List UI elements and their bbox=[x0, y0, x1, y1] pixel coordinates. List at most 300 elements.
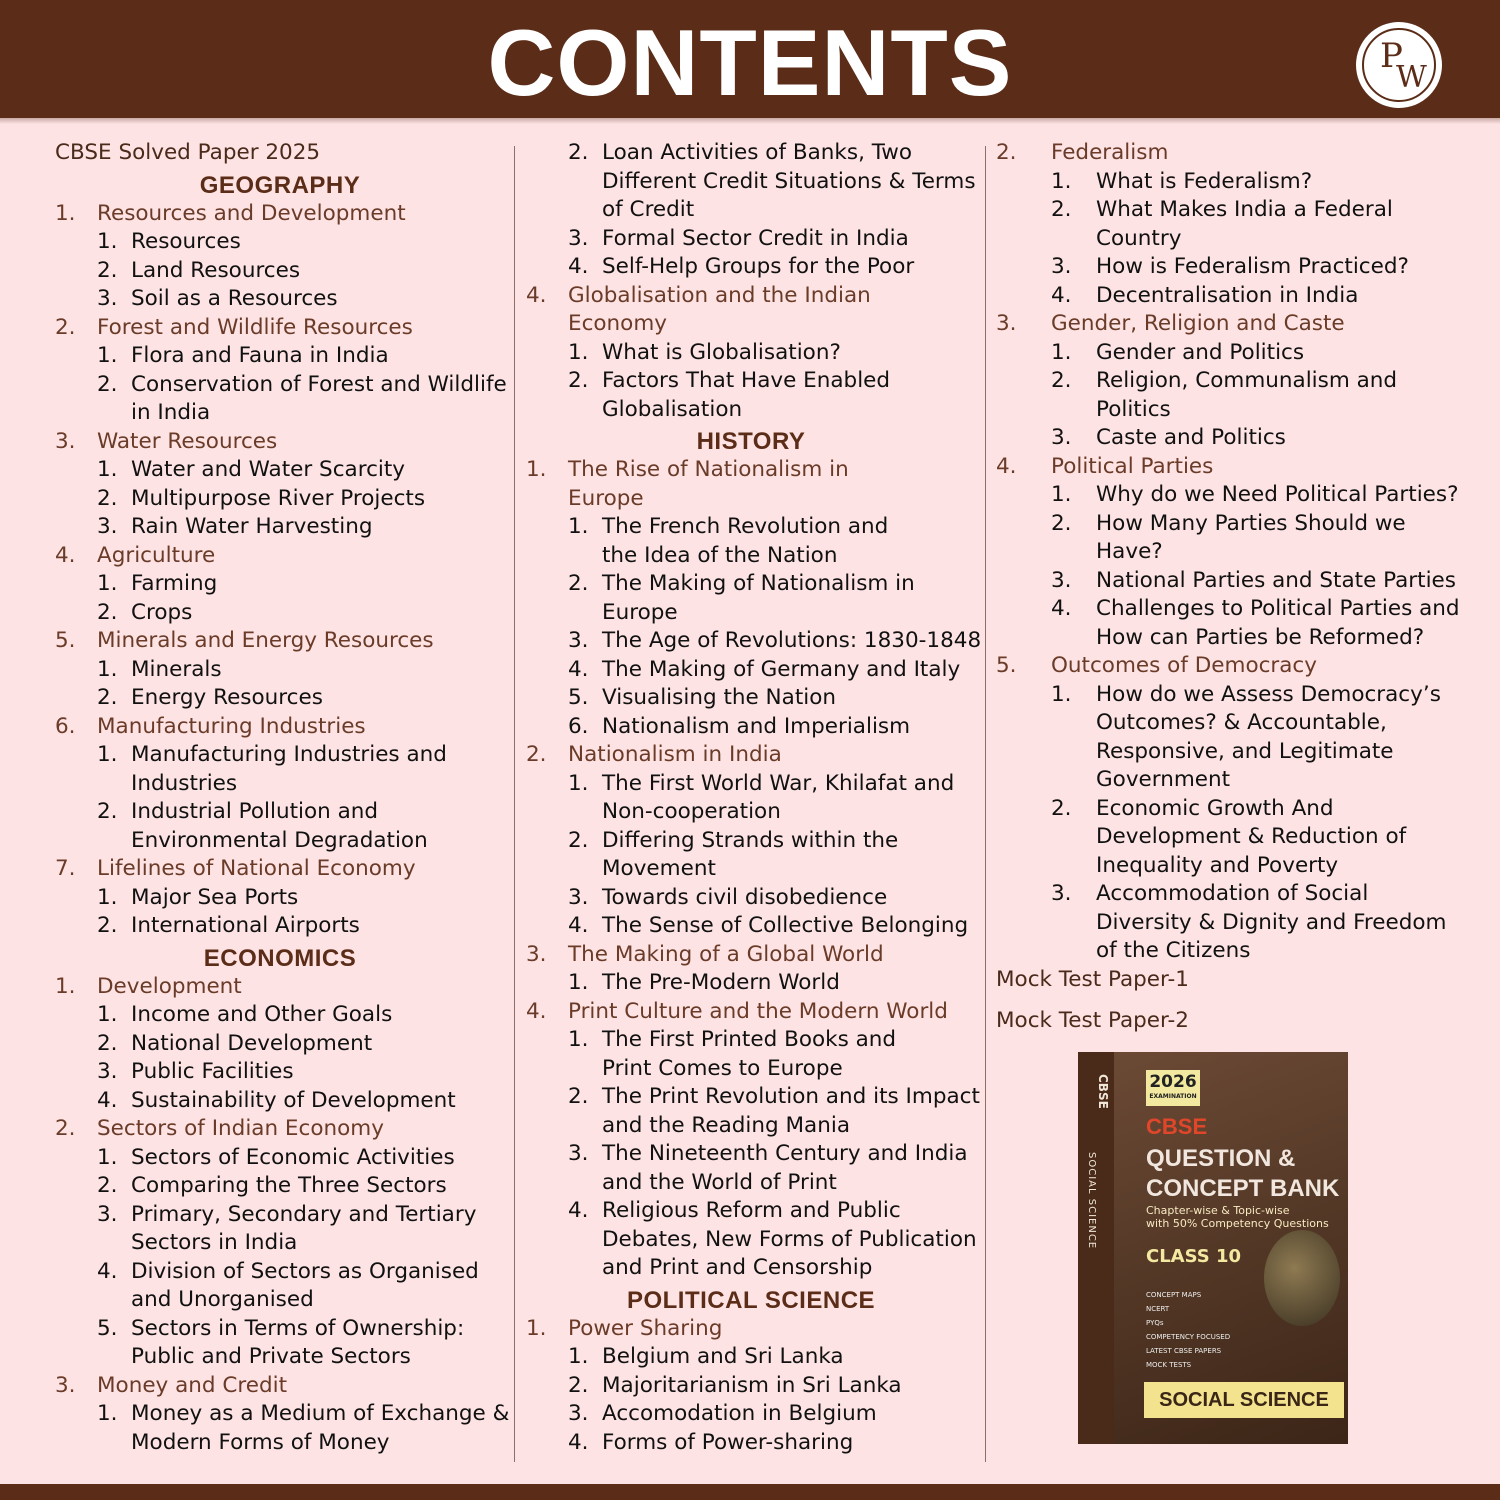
topic-number: 2. bbox=[97, 257, 118, 283]
topic-title: Conservation of Forest and Wildlife bbox=[131, 371, 507, 397]
chapter-title: Federalism bbox=[1051, 140, 1169, 165]
topic-title: Caste and Politics bbox=[1096, 425, 1286, 450]
topic-title: What is Globalisation? bbox=[602, 339, 841, 365]
topic-title: Rain Water Harvesting bbox=[131, 514, 373, 539]
book-feature: LATEST CBSE PAPERS bbox=[1146, 1347, 1222, 1355]
chapter-title: Economy bbox=[568, 311, 668, 336]
topic-title: Industrial Pollution and bbox=[131, 799, 379, 824]
topic-entry bbox=[526, 139, 976, 168]
topic-title: Responsive, and Legitimate bbox=[1096, 738, 1394, 764]
topic-entry bbox=[526, 1026, 976, 1055]
topic-entry bbox=[55, 1343, 505, 1372]
topic-entry bbox=[996, 282, 1456, 311]
topic-entry bbox=[996, 481, 1459, 510]
chapter-entry bbox=[996, 139, 1456, 168]
topic-number: 2. bbox=[568, 571, 589, 596]
topic-entry bbox=[55, 1229, 505, 1258]
topic-title: Land Resources bbox=[131, 257, 301, 283]
chapter-title: Minerals and Energy Resources bbox=[97, 628, 434, 653]
topic-number: 2. bbox=[568, 140, 589, 165]
topic-number: 6. bbox=[568, 713, 589, 739]
topic-title: The Nineteenth Century and India bbox=[602, 1141, 968, 1166]
topic-title: Decentralisation in India bbox=[1096, 282, 1359, 308]
topic-number: 3. bbox=[97, 514, 118, 539]
chapter-entry bbox=[526, 282, 976, 311]
topic-entry bbox=[996, 424, 1456, 453]
topic-entry bbox=[996, 909, 1456, 938]
topic-number: 1. bbox=[568, 514, 589, 539]
topic-number: 4. bbox=[1051, 596, 1072, 621]
topic-entry bbox=[996, 168, 1456, 197]
topic-title: National Parties and State Parties bbox=[1096, 567, 1456, 593]
topic-number: 3. bbox=[97, 286, 118, 311]
topic-title: Non-cooperation bbox=[602, 799, 781, 824]
column-divider-2 bbox=[985, 146, 986, 1462]
topic-entry bbox=[996, 937, 1456, 966]
chapter-number: 3. bbox=[55, 1372, 76, 1398]
topic-entry bbox=[526, 339, 976, 368]
book-feature: MOCK TESTS bbox=[1146, 1361, 1192, 1369]
topic-number: 1. bbox=[97, 656, 118, 682]
chapter-title: Globalisation and the Indian bbox=[568, 282, 871, 308]
topic-entry bbox=[996, 339, 1456, 368]
topic-title: and the Reading Mania bbox=[602, 1112, 851, 1138]
topic-number: 2. bbox=[97, 371, 118, 397]
chapter-title: The Rise of Nationalism in bbox=[568, 457, 849, 482]
topic-entry bbox=[55, 656, 505, 685]
topic-title: Have? bbox=[1096, 539, 1163, 564]
chapter-entry bbox=[526, 998, 976, 1027]
chapter-number: 4. bbox=[526, 282, 547, 308]
topic-number: 1. bbox=[568, 339, 589, 365]
chapter-entry bbox=[55, 713, 505, 742]
contents-column-3 bbox=[996, 139, 1460, 1036]
topic-entry bbox=[55, 1201, 505, 1230]
chapter-entry bbox=[996, 652, 1456, 681]
topic-title: and the World of Print bbox=[602, 1169, 837, 1195]
chapter-number: 2. bbox=[55, 1116, 76, 1141]
topic-entry bbox=[526, 396, 976, 425]
chapter-title: Sectors of Indian Economy bbox=[97, 1116, 384, 1141]
topic-entry bbox=[526, 253, 976, 282]
chapter-entry bbox=[526, 456, 976, 485]
topic-entry bbox=[526, 1169, 976, 1198]
topic-entry bbox=[55, 513, 505, 542]
topic-entry bbox=[526, 770, 976, 799]
globe-icon bbox=[1264, 1230, 1340, 1326]
topic-number: 1. bbox=[1051, 482, 1072, 507]
chapter-entry bbox=[55, 314, 505, 343]
chapter-title: Nationalism in India bbox=[568, 742, 782, 767]
chapter-title: Outcomes of Democracy bbox=[1051, 653, 1317, 678]
topic-entry bbox=[996, 738, 1456, 767]
topic-title: Forms of Power-sharing bbox=[602, 1429, 854, 1455]
topic-entry bbox=[996, 510, 1456, 539]
chapter-title: Power Sharing bbox=[568, 1315, 723, 1341]
book-year-sub: EXAMINATION bbox=[1149, 1093, 1197, 1100]
chapter-entry bbox=[55, 1115, 505, 1144]
topic-number: 3. bbox=[568, 1141, 589, 1166]
spine-cbse: CBSE bbox=[1096, 1074, 1110, 1109]
topic-title: Loan Activities of Banks, Two bbox=[602, 140, 913, 165]
chapter-number: 5. bbox=[55, 628, 76, 653]
topic-number: 3. bbox=[1051, 881, 1072, 906]
topic-entry bbox=[55, 827, 505, 856]
topic-title: What is Federalism? bbox=[1096, 168, 1313, 194]
book-tagline-2: with 50% Competency Questions bbox=[1146, 1217, 1329, 1230]
contents-column-2 bbox=[526, 139, 982, 1457]
chapter-title: Resources and Development bbox=[97, 200, 406, 226]
topic-number: 3. bbox=[97, 1201, 118, 1227]
topic-entry bbox=[526, 1226, 976, 1255]
topic-number: 4. bbox=[1051, 282, 1072, 308]
topic-entry bbox=[526, 168, 976, 197]
topic-title: Income and Other Goals bbox=[131, 1002, 393, 1027]
topic-number: 2. bbox=[97, 685, 118, 710]
chapter-title: Money and Credit bbox=[97, 1372, 288, 1398]
topic-number: 1. bbox=[97, 1401, 118, 1426]
topic-title: Economic Growth And bbox=[1096, 795, 1334, 821]
topic-entry bbox=[526, 1112, 976, 1141]
chapter-title: Manufacturing Industries bbox=[97, 713, 366, 739]
topic-entry bbox=[996, 367, 1456, 396]
topic-title: Why do we Need Political Parties? bbox=[1096, 482, 1459, 507]
topic-title: The Making of Germany and Italy bbox=[602, 656, 961, 682]
book-feature: CONCEPT MAPS bbox=[1146, 1291, 1202, 1299]
topic-number: 2. bbox=[97, 913, 118, 938]
topic-title: Water and Water Scarcity bbox=[131, 457, 406, 482]
topic-number: 3. bbox=[1051, 425, 1072, 450]
chapter-number: 4. bbox=[996, 453, 1017, 479]
toc-entry-standalone bbox=[55, 139, 505, 168]
topic-entry bbox=[55, 684, 505, 713]
chapter-title: Gender, Religion and Caste bbox=[1051, 311, 1345, 336]
topic-title: Major Sea Ports bbox=[131, 884, 299, 910]
chapter-number: 2. bbox=[526, 742, 547, 767]
book-tagline-1: Chapter-wise & Topic-wise bbox=[1146, 1204, 1290, 1217]
chapter-number: 1. bbox=[55, 973, 76, 999]
chapter-number: 7. bbox=[55, 856, 76, 881]
topic-entry bbox=[526, 1083, 980, 1112]
topic-entry bbox=[55, 1144, 505, 1173]
topic-title: Globalisation bbox=[602, 396, 743, 422]
topic-title: the Idea of the Nation bbox=[602, 542, 838, 568]
topic-number: 1. bbox=[568, 970, 589, 995]
section-heading: ECONOMICS bbox=[203, 944, 357, 972]
chapter-title: Water Resources bbox=[97, 428, 278, 454]
topic-entry bbox=[526, 225, 976, 254]
book-cover-image bbox=[1078, 1052, 1348, 1444]
topic-entry bbox=[996, 823, 1456, 852]
topic-entry bbox=[55, 1087, 505, 1116]
topic-title: How is Federalism Practiced? bbox=[1096, 254, 1409, 279]
topic-title: The Making of Nationalism in bbox=[602, 571, 915, 596]
topic-title: Country bbox=[1096, 225, 1182, 251]
chapter-entry bbox=[55, 973, 505, 1002]
topic-number: 4. bbox=[568, 254, 589, 279]
section-heading: POLITICAL SCIENCE bbox=[626, 1286, 876, 1314]
topic-title: Self-Help Groups for the Poor bbox=[602, 254, 915, 279]
topic-number: 4. bbox=[568, 1198, 589, 1223]
chapter-title: Forest and Wildlife Resources bbox=[97, 314, 413, 340]
topic-number: 2. bbox=[568, 368, 589, 393]
topic-entry bbox=[996, 225, 1456, 254]
topic-entry bbox=[526, 1372, 976, 1401]
header-banner bbox=[0, 0, 1500, 118]
chapter-title: Europe bbox=[568, 485, 644, 511]
topic-entry bbox=[526, 713, 976, 742]
topic-title: Outcomes? & Accountable, bbox=[1096, 710, 1387, 735]
chapter-entry bbox=[55, 1372, 505, 1401]
chapter-number: 3. bbox=[55, 428, 76, 454]
topic-entry bbox=[526, 1429, 976, 1458]
topic-number: 1. bbox=[1051, 681, 1072, 707]
topic-entry bbox=[526, 570, 976, 599]
topic-title: Accommodation of Social bbox=[1096, 881, 1369, 906]
chapter-number: 5. bbox=[996, 653, 1017, 678]
topic-title: and Unorganised bbox=[131, 1287, 314, 1312]
topic-entry bbox=[526, 1140, 976, 1169]
topic-title: The First World War, Khilafat and bbox=[602, 770, 955, 796]
topic-number: 2. bbox=[568, 1372, 589, 1398]
topic-number: 2. bbox=[1051, 197, 1072, 222]
topic-number: 2. bbox=[1051, 510, 1072, 536]
topic-entry bbox=[996, 253, 1456, 282]
topic-entry bbox=[55, 1030, 505, 1059]
topic-entry bbox=[55, 1001, 505, 1030]
topic-entry bbox=[526, 684, 976, 713]
topic-number: 2. bbox=[97, 485, 118, 511]
topic-title: Industries bbox=[131, 770, 238, 796]
topic-title: Inequality and Poverty bbox=[1096, 852, 1339, 878]
footer-bar bbox=[0, 1484, 1500, 1500]
topic-entry bbox=[526, 827, 976, 856]
topic-title: Sectors in Terms of Ownership: bbox=[131, 1315, 465, 1341]
chapter-entry bbox=[526, 485, 976, 514]
logo-letter-w: W bbox=[1396, 60, 1427, 95]
chapter-entry bbox=[55, 542, 505, 571]
contents-column-1 bbox=[55, 139, 510, 1457]
topic-title: Europe bbox=[602, 599, 678, 625]
topic-title: The First Printed Books and bbox=[602, 1027, 897, 1052]
topic-number: 5. bbox=[568, 685, 589, 710]
entry-label: Mock Test Paper-2 bbox=[996, 1008, 1189, 1033]
topic-title: Differing Strands within the bbox=[602, 827, 899, 853]
topic-title: Money as a Medium of Exchange & bbox=[131, 1401, 510, 1426]
topic-entry bbox=[996, 624, 1456, 653]
topic-title: International Airports bbox=[131, 913, 360, 938]
topic-title: Different Credit Situations & Terms bbox=[602, 168, 976, 194]
topic-title: Majoritarianism in Sri Lanka bbox=[602, 1372, 902, 1398]
entry-label: CBSE Solved Paper 2025 bbox=[55, 140, 321, 165]
topic-title: Diversity & Dignity and Freedom bbox=[1096, 909, 1447, 935]
topic-entry bbox=[55, 285, 505, 314]
topic-entry bbox=[55, 884, 505, 913]
topic-entry bbox=[996, 196, 1456, 225]
topic-title: Soil as a Resources bbox=[131, 286, 338, 311]
topic-entry bbox=[55, 912, 505, 941]
topic-title: The Pre-Modern World bbox=[602, 970, 840, 995]
topic-entry bbox=[55, 1315, 505, 1344]
topic-number: 4. bbox=[97, 1087, 118, 1113]
chapter-number: 2. bbox=[996, 140, 1017, 165]
book-year: 2026 bbox=[1149, 1072, 1197, 1092]
topic-title: Gender and Politics bbox=[1096, 339, 1305, 365]
topic-entry bbox=[526, 1400, 976, 1429]
topic-number: 3. bbox=[568, 225, 589, 251]
book-title: QUESTION & CONCEPT BANK bbox=[1146, 1145, 1340, 1202]
topic-entry bbox=[526, 1343, 976, 1372]
topic-entry bbox=[996, 681, 1456, 710]
topic-title: The French Revolution and bbox=[602, 514, 889, 539]
topic-number: 3. bbox=[568, 628, 589, 653]
topic-entry bbox=[55, 371, 505, 400]
topic-title: The Age of Revolutions: 1830-1848 bbox=[602, 628, 982, 653]
book-class: CLASS 10 bbox=[1146, 1246, 1242, 1267]
topic-title: Resources bbox=[131, 229, 241, 254]
topic-title: of Credit bbox=[602, 197, 695, 222]
topic-title: Religion, Communalism and bbox=[1096, 368, 1398, 393]
book-cbse: CBSE bbox=[1146, 1114, 1208, 1139]
topic-number: 1. bbox=[568, 770, 589, 796]
topic-number: 2. bbox=[97, 1173, 118, 1198]
topic-title: Flora and Fauna in India bbox=[131, 343, 389, 368]
topic-title: Print Comes to Europe bbox=[602, 1055, 843, 1081]
topic-entry bbox=[996, 567, 1456, 596]
chapter-entry bbox=[526, 941, 976, 970]
topic-entry bbox=[55, 1258, 505, 1287]
topic-title: The Print Revolution and its Impact bbox=[602, 1084, 980, 1109]
topic-number: 3. bbox=[1051, 567, 1072, 593]
chapter-entry bbox=[526, 741, 976, 770]
topic-title: Factors That Have Enabled bbox=[602, 368, 891, 393]
section-heading: HISTORY bbox=[696, 428, 806, 455]
topic-title: Public Facilities bbox=[131, 1059, 294, 1084]
topic-entry bbox=[526, 855, 976, 884]
topic-title: and Print and Censorship bbox=[602, 1255, 873, 1280]
topic-entry bbox=[55, 456, 505, 485]
topic-entry bbox=[996, 396, 1456, 425]
chapter-number: 4. bbox=[55, 542, 76, 568]
chapter-number: 6. bbox=[55, 713, 76, 739]
chapter-number: 3. bbox=[996, 311, 1017, 336]
topic-entry bbox=[55, 599, 505, 628]
topic-entry bbox=[55, 485, 505, 514]
topic-number: 4. bbox=[97, 1258, 118, 1284]
topic-title: Accomodation in Belgium bbox=[602, 1401, 877, 1426]
chapter-entry bbox=[55, 627, 505, 656]
toc-entry-standalone bbox=[996, 966, 1456, 995]
book-feature: NCERT bbox=[1146, 1305, 1170, 1313]
topic-entry bbox=[526, 1254, 976, 1283]
book-tagline bbox=[1146, 1204, 1329, 1230]
chapter-entry bbox=[996, 453, 1456, 482]
chapter-title: The Making of a Global World bbox=[568, 941, 884, 967]
topic-number: 1. bbox=[568, 1027, 589, 1052]
topic-entry bbox=[526, 542, 976, 571]
topic-title: Public and Private Sectors bbox=[131, 1344, 411, 1369]
topic-number: 1. bbox=[97, 229, 118, 254]
topic-entry bbox=[526, 912, 976, 941]
topic-entry bbox=[55, 1286, 505, 1315]
topic-title: Towards civil disobedience bbox=[602, 884, 888, 910]
topic-title: What Makes India a Federal bbox=[1096, 197, 1393, 222]
topic-entry bbox=[996, 795, 1456, 824]
topic-number: 1. bbox=[97, 742, 118, 767]
topic-title: Environmental Degradation bbox=[131, 827, 428, 853]
topic-title: Division of Sectors as Organised bbox=[131, 1258, 479, 1284]
topic-entry bbox=[55, 257, 505, 286]
topic-entry bbox=[55, 1058, 505, 1087]
topic-title: Primary, Secondary and Tertiary bbox=[131, 1201, 477, 1227]
topic-title: Manufacturing Industries and bbox=[131, 742, 447, 767]
topic-entry bbox=[996, 538, 1456, 567]
topic-title: Multipurpose River Projects bbox=[131, 485, 426, 511]
topic-entry bbox=[55, 741, 505, 770]
topic-title: How can Parties be Reformed? bbox=[1096, 624, 1425, 650]
topic-number: 3. bbox=[1051, 254, 1072, 279]
book-feature: COMPETENCY FOCUSED bbox=[1146, 1333, 1231, 1341]
book-year-badge bbox=[1146, 1070, 1200, 1106]
chapter-entry bbox=[996, 310, 1456, 339]
topic-title: Politics bbox=[1096, 396, 1171, 422]
book-front bbox=[1114, 1052, 1348, 1444]
pw-logo-icon bbox=[1356, 22, 1442, 108]
book-subject-band: SOCIAL SCIENCE bbox=[1144, 1382, 1344, 1418]
topic-number: 1. bbox=[97, 571, 118, 596]
chapter-title: Print Culture and the Modern World bbox=[568, 998, 948, 1024]
topic-title: Energy Resources bbox=[131, 685, 323, 710]
topic-number: 1. bbox=[1051, 168, 1072, 194]
section-heading: GEOGRAPHY bbox=[199, 171, 361, 199]
topic-title: Minerals bbox=[131, 656, 222, 682]
topic-number: 1. bbox=[97, 1002, 118, 1027]
header-shadow bbox=[0, 118, 1500, 124]
topic-entry bbox=[55, 1172, 505, 1201]
topic-title: How Many Parties Should we bbox=[1096, 510, 1406, 536]
column-divider-1 bbox=[514, 146, 515, 1462]
topic-entry bbox=[526, 196, 976, 225]
topic-number: 3. bbox=[568, 1401, 589, 1426]
chapter-entry bbox=[526, 310, 976, 339]
topic-entry bbox=[55, 1400, 510, 1429]
topic-title: Formal Sector Credit in India bbox=[602, 225, 909, 251]
topic-title: Visualising the Nation bbox=[602, 685, 837, 710]
chapter-number: 4. bbox=[526, 998, 547, 1024]
topic-entry bbox=[55, 228, 505, 257]
topic-entry bbox=[526, 367, 976, 396]
topic-entry bbox=[526, 1055, 976, 1084]
topic-number: 5. bbox=[97, 1315, 118, 1341]
topic-title: Government bbox=[1096, 767, 1231, 792]
topic-title: Farming bbox=[131, 571, 218, 596]
topic-title: Sectors of Economic Activities bbox=[131, 1144, 455, 1170]
topic-number: 2. bbox=[568, 827, 589, 853]
topic-number: 2. bbox=[97, 1030, 118, 1056]
topic-entry bbox=[996, 766, 1456, 795]
chapter-title: Political Parties bbox=[1051, 453, 1214, 479]
topic-entry bbox=[996, 709, 1456, 738]
topic-number: 2. bbox=[97, 799, 118, 824]
topic-number: 2. bbox=[97, 599, 118, 625]
topic-entry bbox=[55, 1429, 505, 1458]
topic-title: National Development bbox=[131, 1030, 373, 1056]
topic-entry bbox=[526, 656, 976, 685]
topic-entry bbox=[55, 798, 505, 827]
topic-title: Movement bbox=[602, 856, 716, 881]
topic-number: 1. bbox=[97, 1144, 118, 1170]
chapter-entry bbox=[55, 200, 505, 229]
